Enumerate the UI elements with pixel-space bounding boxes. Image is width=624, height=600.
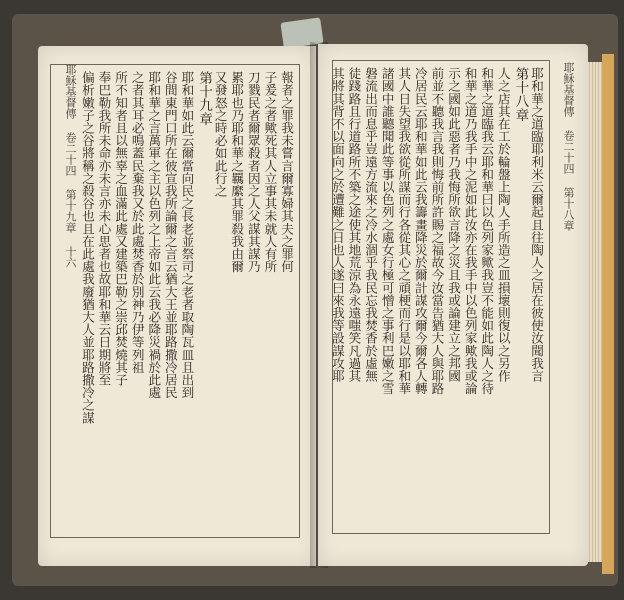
right-text-frame: [329, 60, 550, 534]
left-col-11: 所不知者且以無辜之血滿此處又建築巴勒之崇邱焚燒其子: [113, 71, 129, 386]
right-col-12: 徒踐路且行道路所不築之途使其地荒涼為永遠嗤笑凡過其: [346, 67, 362, 382]
right-col-8: 冷居民云耶和華如此云我籌畫降災於爾計謀攻爾今爾各人轉: [412, 67, 428, 395]
right-col-4: 和華之道臨我云耶和華曰以色列家歟我豈不能如此陶人之待: [479, 67, 495, 395]
book-spine-edge: [602, 54, 614, 574]
left-page: [38, 46, 316, 566]
right-columns: [329, 67, 544, 527]
left-col-9: 耶和華之言萬軍之主以色列之上帝如此云我必降災禍於此處: [146, 71, 162, 399]
right-page-margin-label: 耶穌基督傳 卷二十四 第十八章: [562, 62, 575, 231]
right-col-11: 磐流出而息乎豈遠方流來之冷水涸乎我民忘我焚香於虛無: [363, 67, 379, 382]
right-col-7: 前並不聽我言我則悔前所許賜之福故今汝當告猶大人與耶路: [429, 67, 445, 395]
right-page: [318, 44, 588, 566]
left-page-margin-label: 耶穌基督傳 卷二十四 第十九章 十六: [64, 64, 77, 268]
right-col-13: 其將其背不以面向之於遭難之日也人遂曰來我等設謀攻耶: [329, 67, 345, 382]
left-col-12: 奉巴勒我所未命亦未言亦未心思者也故耶和華云日期將至: [96, 71, 112, 386]
right-col-9: 其人日失望我欲從所謀而行各從其心之頑梗而行是以耶和華: [396, 67, 412, 395]
left-col-3: 刀戮民者爾眾殺者因之人父謀其謀乃: [245, 71, 261, 273]
left-col-10: 之者其耳必鳴蓋民棄我又於此處焚香於別神乃伊等列祖: [129, 71, 145, 374]
chapter-heading-18: 第十八章: [512, 67, 529, 122]
left-text-frame: [50, 64, 300, 538]
left-col-13: 偏析嫩子之谷將稱之殺谷也且在此處我廢猶大人並耶路撒冷之謀: [79, 71, 95, 424]
left-col-2: 子爰之者歟死其人立事其未就人有所: [262, 71, 278, 273]
right-col-1: 耶和華之道臨耶利米云爾起且往陶人之居在彼使汝聞我言: [529, 67, 544, 382]
left-col-8: 谷間東門口所在彼宣我所論爾之言云猶大王並耶路撒冷居民: [162, 71, 178, 399]
right-col-5: 和華之道乃我手中之泥如此汝亦在我手中以色列家歟我或論: [462, 67, 478, 395]
chapter-heading-19: 第十九章: [196, 71, 213, 126]
right-col-6: 示之國如此惡者乃我悔所欲言降之災且我或論建立之邦國: [446, 67, 462, 382]
right-col-3: 人之店其在工於輪盤上陶人手所造之皿損壞則復以之另作: [495, 67, 511, 382]
left-columns: [57, 71, 293, 531]
left-col-7: 耶和華如此云爾當向民之長老並祭司之老者取陶瓦皿且出到: [179, 71, 195, 399]
right-col-10: 諸國中誰聽聞此等事以色列之處女行極可憎之事利巴嫩之雪: [379, 67, 395, 395]
left-col-1: 報者之罪我未嘗言爾寡婦其夫之罪何: [279, 71, 294, 273]
open-book: [12, 14, 618, 586]
left-col-5: 又發怒之時必如此行之: [212, 71, 228, 197]
left-col-4: 累耶也乃耶和華之羈縻其罪殺我由爾: [229, 71, 245, 273]
